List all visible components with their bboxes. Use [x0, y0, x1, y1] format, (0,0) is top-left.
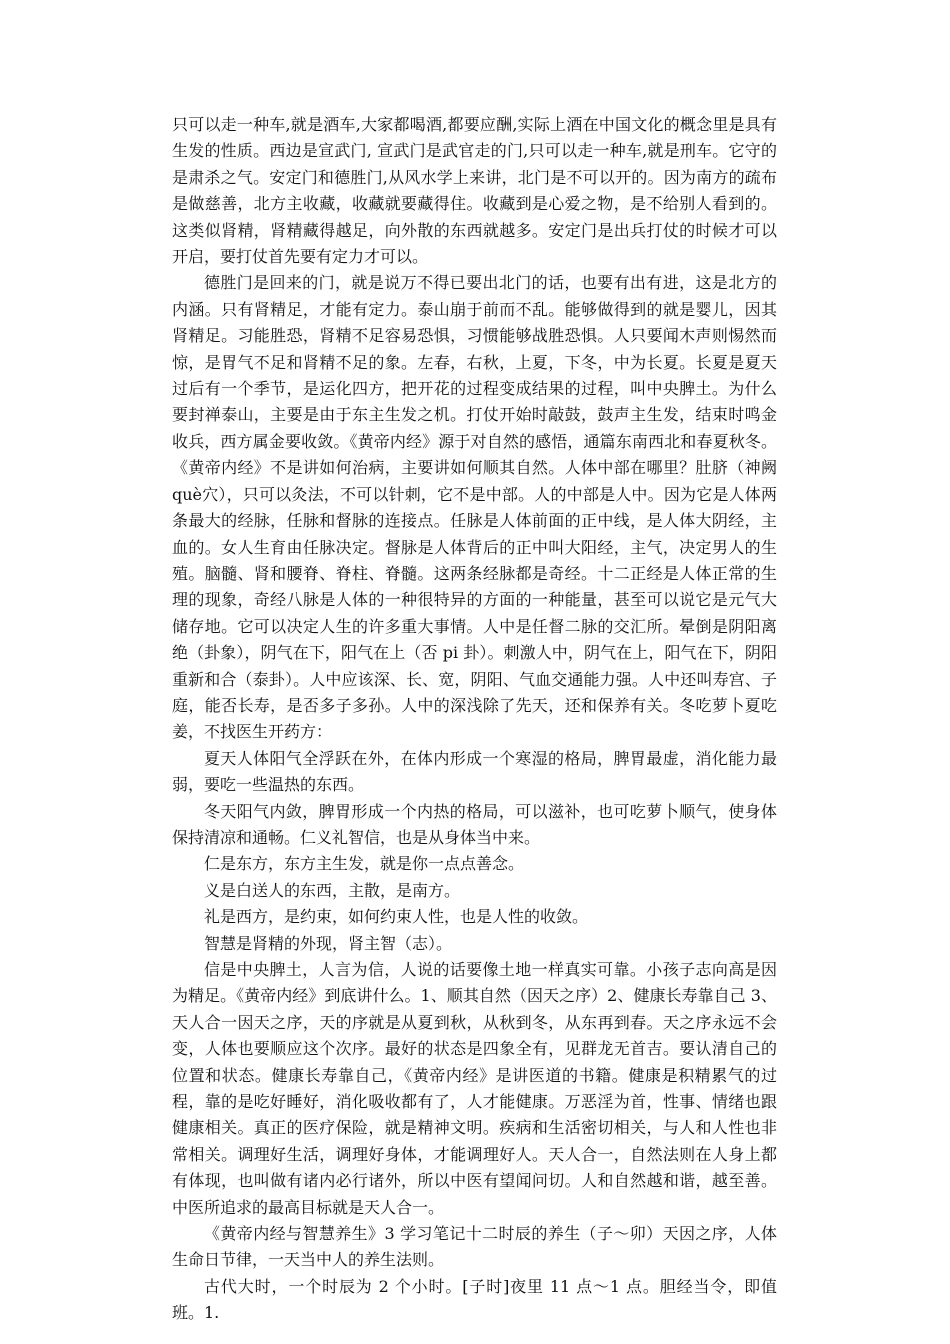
paragraph-winter: 冬天阳气内敛，脾胃形成一个内热的格局，可以滋补，也可吃萝卜顺气，使身体保持清凉和通畅。仁义礼智信，也是从身体当中来。: [172, 801, 777, 847]
paragraph-xin: 信是中央脾土，人言为信，人说的话要像土地一样真实可靠。小孩子志向高是因为精足。《黄帝内经》到底讲什么。1、顺其自然（因天之序）2、健康长寿靠自己 3、天人合一因天之序，天的序就是从夏到秋，从秋到冬，从东再到春。天之序永远不会变，人体也要顺应这个次序。最好的状态是四象全有，见群龙无首吉。要认清自己的位置和状态。健康长寿靠自己，《黄帝内经》是讲医道的书籍。健康是积精累气的过程，靠的是吃好睡好，消化吸收都有了，人才能健康。万恶淫为首，性事、情绪也跟健康相关。真正的医疗保险，就是精神文明。疾病和生活密切相关，与人和人性也非常相关。调理好生活，调理好身体，才能调理好人。天人合一，自然法则在人身上都有体现，也叫做有诸内必行诸外，所以中医有望闻问切。人和自然越和谐，越至善。中医所追求的最高目标就是天人合一。: [172, 960, 777, 1217]
paragraph-gates-wine-and-punishment: 只可以走一种车,就是酒车,大家都喝酒,都要应酬,实际上酒在中国文化的概念里是具有生发的性质。西边是宣武门, 宣武门是武官走的门,只可以走一种车,就是刑车。它守的是肃杀之气。安定门和德胜门,从风水学上来讲，北门是不可以开的。因为南方的疏布是做慈善，北方主收藏，收藏就要藏得住。收藏到是心爱之物，是不给别人看到的。这类似肾精，肾精藏得越足，向外散的东西就越多。安定门是出兵打仗的时候才可以开启，要打仗首先要有定力才可以。: [172, 115, 777, 267]
paragraph-zhi: 智慧是肾精的外现，肾主智（志）。: [204, 933, 453, 953]
paragraph-yi: 义是白送人的东西，主散，是南方。: [204, 880, 461, 900]
paragraph-study-notes-title: 《黄帝内经与智慧养生》3 学习笔记十二时辰的养生（子～卯）天因之序，人体生命日节律，一天当中人的养生法则。: [172, 1224, 777, 1270]
paragraph-li: 礼是西方，是约束，如何约束人性，也是人性的收敛。: [204, 907, 589, 927]
document-page: [172, 112, 777, 1327]
paragraph-ren: 仁是东方，东方主生发，就是你一点点善念。: [204, 854, 525, 874]
paragraph-zi-hour: 古代大时，一个时辰为 2 个小时。[子时]夜里 11 点～1 点。胆经当令，即值班。1.: [172, 1276, 777, 1323]
paragraph-desheng-gate: 德胜门是回来的门，就是说万不得已要出北门的话，也要有出有进，这是北方的内涵。只有肾精足，才能有定力。泰山崩于前而不乱。能够做得到的就是婴儿，因其肾精足。习能胜恐，肾精不足容易恐惧，习惯能够战胜恐惧。人只要闻木声则惕然而惊，是胃气不足和肾精不足的象。左春，右秋，上夏，下冬，中为长夏。长夏是夏天过后有一个季节，是运化四方，把开花的过程变成结果的过程，叫中央脾土。为什么要封禅泰山，主要是由于东主生发之机。打仗开始时敲鼓，鼓声主生发，结束时鸣金收兵，西方属金要收敛。《黄帝内经》源于对自然的感悟，通篇东南西北和春夏秋冬。《黄帝内经》不是讲如何治病，主要讲如何顺其自然。人体中部在哪里？肚脐（神阙 què穴），只可以灸法，不可以针刺，它不是中部。人的中部是人中。因为它是人体两条最大的经脉，任脉和督脉的连接点。任脉是人体前面的正中线，是人体大阴经，主血的。女人生育由任脉决定。督脉是人体背后的正中叫大阳经，主气，决定男人的生殖。脑髓、肾和腰脊、脊柱、脊髓。这两条经脉都是奇经。十二正经是人体正常的生理的现象，奇经八脉是人体的一种很特异的方面的一种能量，甚至可以说它是元气大储存地。它可以决定人生的许多重大事情。人中是任督二脉的交汇所。晕倒是阴阳离绝（卦象），阴气在下，阳气在上（否 pi 卦）。刺激人中，阴气在上，阳气在下，阴阳重新和合（泰卦）。人中应该深、长、宽，阴阳、气血交通能力强。人中还叫寿宫、子庭，能否长寿，是否多子多孙。人中的深浅除了先天，还和保养有关。冬吃萝卜夏吃姜，不找医生开药方：: [172, 273, 777, 742]
paragraph-summer: 夏天人体阳气全浮跃在外，在体内形成一个寒湿的格局，脾胃最虚，消化能力最弱，要吃一些温热的东西。: [172, 748, 777, 795]
